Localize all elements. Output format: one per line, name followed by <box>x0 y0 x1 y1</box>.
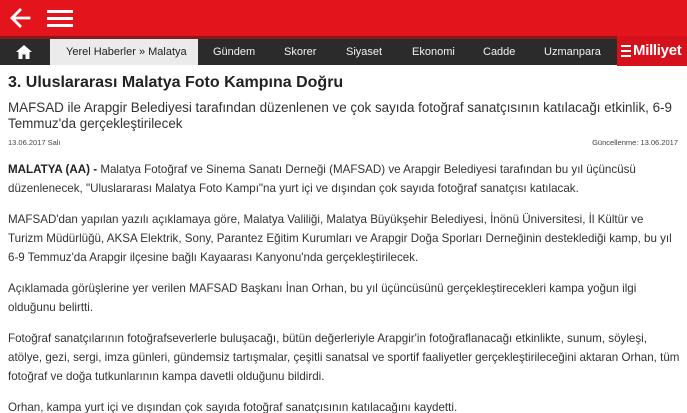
tab-uzmanpara[interactable]: Uzmanpara <box>544 46 601 58</box>
tab-cadde[interactable]: Cadde <box>483 46 516 58</box>
paragraph-text: Malatya Fotoğraf ve Sinema Sanatı Derneği (MAFSAD) ve Arapgir Belediyesi tarafından bu yıl üçüncüsü düzenlenecek, "Uluslararası Malatya Foto Kampı"na yurt içi ve dışından çok sayıda fotoğraf sanatçısı katılacak. <box>8 163 636 195</box>
article-paragraph: MAFSAD'dan yapılan yazılı açıklamaya göre, Malatya Valiliği, Malatya Büyükşehir Belediyesi, İnönü Üniversitesi, İl Kültür ve Turizm Müdürlüğü, AKSA Elektrik, Sony, Parantez Eğitim Kurumları ve Arapgir Doğa Sporları Derneğinin desteklediği kamp, bu yıl 6-9 Temmuz'da Arapgir ilçesine bağlı Kayaarası Kanyonu'nda gerçekleştirilecek. <box>8 213 672 264</box>
article-subtitle: MAFSAD ile Arapgir Belediyesi tarafından düzenlenen ve çok sayıda fotoğraf sanatçısının katılacağı etkinlik, 6-9 Temmuz'da gerçekleştirilecek <box>8 100 672 131</box>
top-bar <box>0 0 687 36</box>
article-paragraph: Açıklamada görüşlerine yer verilen MAFSAD Başkanı İnan Orhan, bu yıl üçüncüsünü gerçekleştirecekleri kampa yoğun ilgi olduğunu belirtti. <box>8 282 637 314</box>
tab-gundem[interactable]: Gündem <box>213 46 256 58</box>
home-button[interactable] <box>0 39 48 65</box>
article-title: 3. Uluslararası Malatya Foto Kampına Doğru <box>8 74 344 91</box>
back-button[interactable] <box>8 5 34 31</box>
article-paragraph: Fotoğraf sanatçılarının fotoğrafseverlerle buluşacağı, bütün değerleriyle Arapgir'in fotoğraflanacağı etkinlikte, sunum, söyleşi, atölye, gezi, sergi, imza günleri, gündemsiz tartışmalar, çeşitli sanatsal ve sportif faaliyetler gerçekleştirileceğini aktaran Orhan, tüm fotoğraf ve doğa tutkunlarının kampa davetli olduğunu bildirdi. <box>8 332 680 383</box>
main-nav <box>0 36 687 65</box>
logo-text: Milliyet <box>633 42 682 59</box>
update-date: Güncellenme: 13.06.2017 <box>592 138 678 147</box>
breadcrumb[interactable]: Yerel Haberler » Malatya <box>50 39 198 65</box>
article-paragraph: Orhan, kampa yurt içi ve dışından çok sayıda fotoğraf sanatçısının katılacağını kaydetti. <box>8 401 458 413</box>
tab-ekonomi[interactable]: Ekonomi <box>412 46 455 58</box>
article-dates <box>8 138 680 150</box>
article <box>8 72 680 413</box>
menu-button[interactable] <box>46 5 74 31</box>
tab-skorer[interactable]: Skorer <box>284 46 317 58</box>
arrow-left-icon <box>8 5 34 31</box>
logo-stripes-icon <box>621 45 631 57</box>
milliyet-logo[interactable] <box>617 36 687 66</box>
article-paragraph <box>8 160 680 198</box>
lead-location: MALATYA (AA) - <box>8 163 98 176</box>
home-icon <box>15 44 33 60</box>
publish-date: 13.06.2017 Salı <box>8 138 61 147</box>
hamburger-icon <box>46 5 74 31</box>
tab-siyaset[interactable]: Siyaset <box>346 46 383 58</box>
